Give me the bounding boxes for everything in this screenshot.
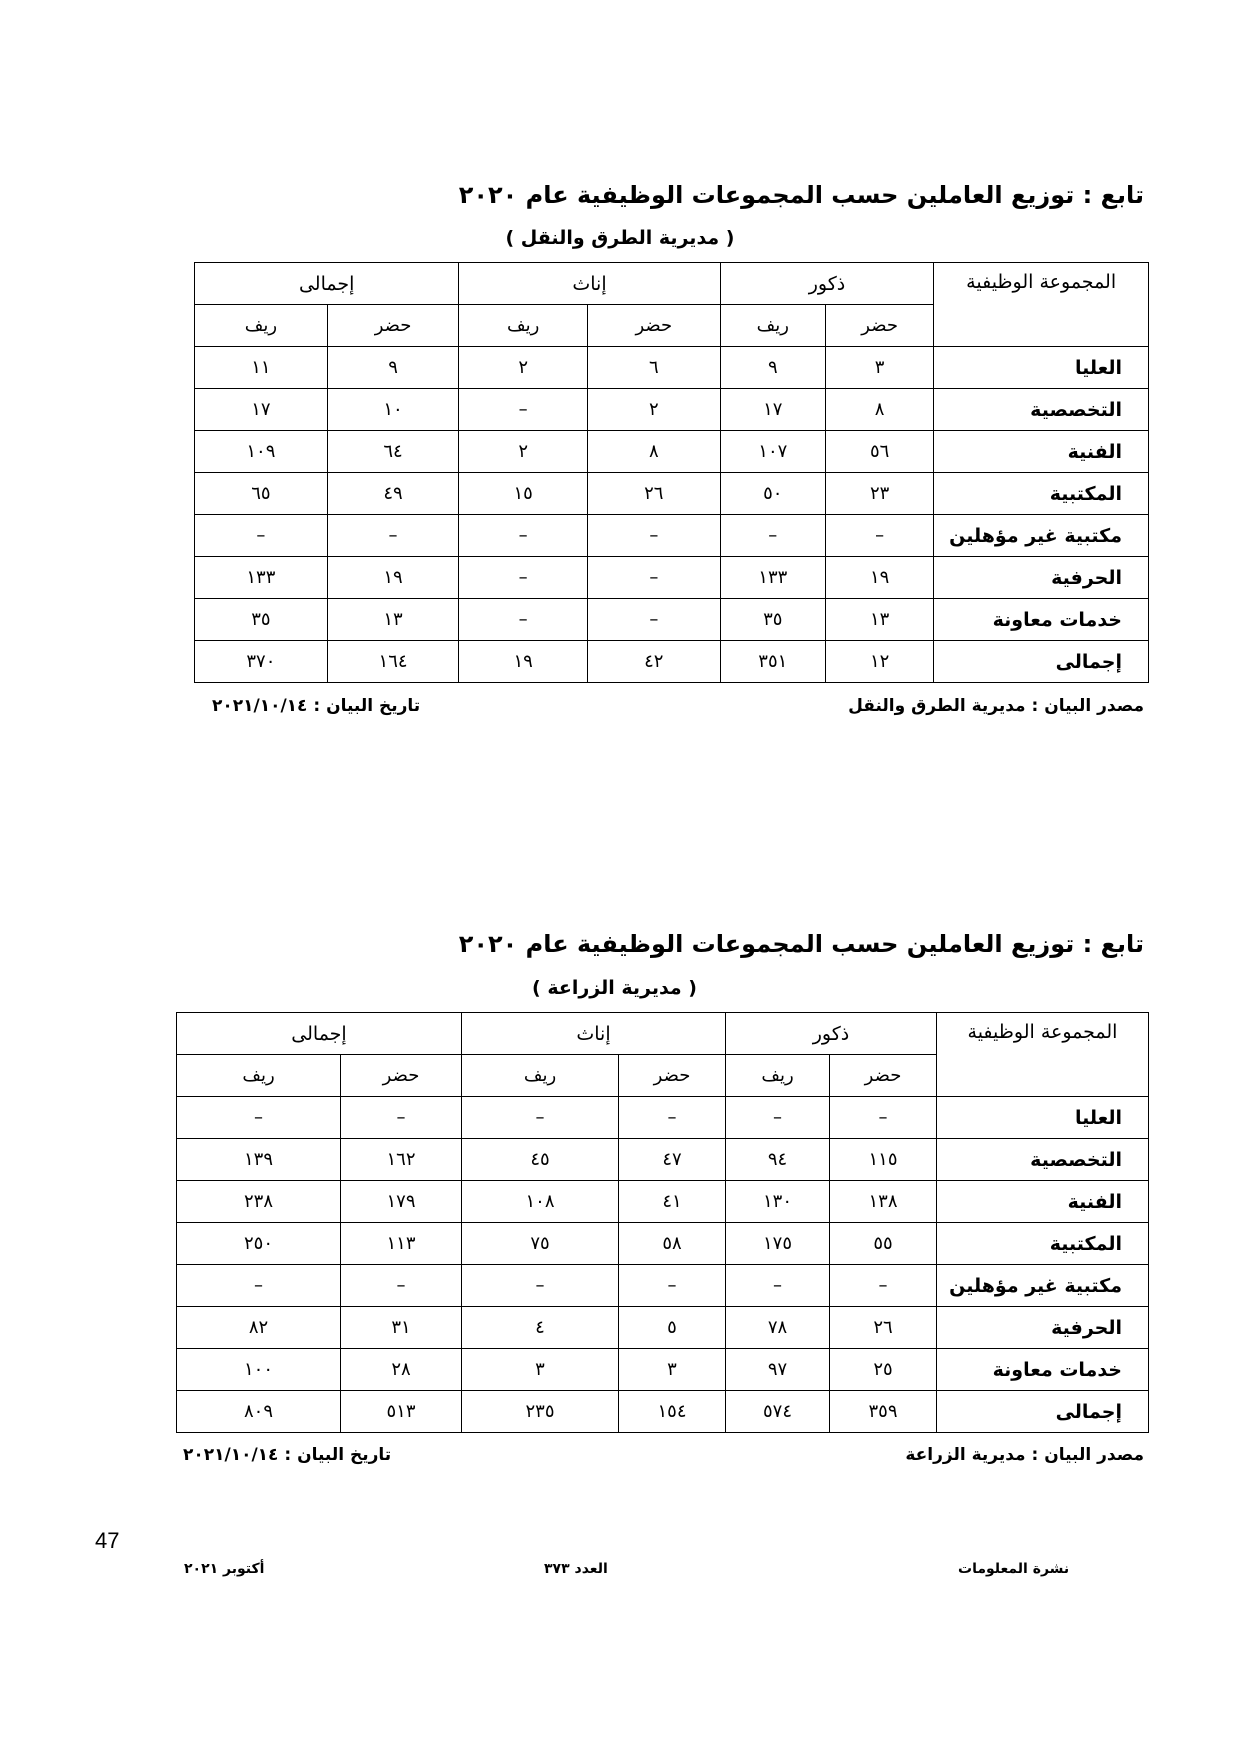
table-cell: ٦٥ <box>195 473 328 515</box>
row-label: الحرفية <box>934 557 1149 599</box>
row-label: الفنية <box>934 431 1149 473</box>
table-cell: ٥٥ <box>830 1223 937 1265</box>
rural-subheader: ريف <box>177 1055 341 1097</box>
table-2-body <box>177 1013 1149 1433</box>
table-cell: – <box>177 1265 341 1307</box>
table-row <box>195 641 1149 683</box>
males-header: ذكور <box>720 263 934 305</box>
table-cell: ١٣٨ <box>830 1181 937 1223</box>
table-cell: ١٧٩ <box>341 1181 462 1223</box>
table-cell: – <box>587 557 720 599</box>
table-cell: – <box>462 1097 619 1139</box>
urban-subheader: حضر <box>619 1055 726 1097</box>
table-cell: – <box>327 515 459 557</box>
rural-subheader: ريف <box>459 305 588 347</box>
table-cell: ٥٦ <box>825 431 933 473</box>
table-cell: – <box>341 1265 462 1307</box>
table-cell: ١٥ <box>459 473 588 515</box>
table-cell: ٢ <box>459 347 588 389</box>
row-label: إجمالى <box>937 1391 1149 1433</box>
table-cell: ٢٦ <box>587 473 720 515</box>
table-1-source: مصدر البيان : مديرية الطرق والنقل <box>848 696 1144 716</box>
rural-subheader: ريف <box>195 305 328 347</box>
table-cell: ١٣٣ <box>195 557 328 599</box>
table-row <box>177 1349 1149 1391</box>
table-cell: – <box>726 1097 830 1139</box>
row-label: المكتبية <box>937 1223 1149 1265</box>
table-row <box>177 1139 1149 1181</box>
row-label: التخصصية <box>937 1139 1149 1181</box>
table-cell: ٣٥٩ <box>830 1391 937 1433</box>
table-row <box>177 1307 1149 1349</box>
table-row <box>177 1391 1149 1433</box>
table-row <box>195 347 1149 389</box>
table-cell: – <box>341 1097 462 1139</box>
footer-date: أكتوبر ٢٠٢١ <box>184 1561 265 1577</box>
urban-subheader: حضر <box>327 305 459 347</box>
row-label: الفنية <box>937 1181 1149 1223</box>
table-cell: ٣٥ <box>195 599 328 641</box>
table-cell: ٣ <box>619 1349 726 1391</box>
table-row <box>195 473 1149 515</box>
footer-publication: نشرة المعلومات <box>958 1561 1070 1577</box>
table-row <box>177 1223 1149 1265</box>
table-cell: ٨ <box>825 389 933 431</box>
table-cell: – <box>720 515 825 557</box>
table-1-title: تابع : توزيع العاملين حسب المجموعات الوظيفية عام ٢٠٢٠ <box>458 181 1144 209</box>
header-row <box>177 1013 1149 1055</box>
table-cell: ٨ <box>587 431 720 473</box>
table-cell: – <box>619 1265 726 1307</box>
table-cell: – <box>195 515 328 557</box>
table-cell: ٧٥ <box>462 1223 619 1265</box>
table-cell: ٥٠ <box>720 473 825 515</box>
header-row <box>195 263 1149 305</box>
table-cell: ١٣٣ <box>720 557 825 599</box>
table-cell: ٢٣٨ <box>177 1181 341 1223</box>
table-cell: ٤ <box>462 1307 619 1349</box>
table-cell: ٨٠٩ <box>177 1391 341 1433</box>
row-label: مكتبية غير مؤهلين <box>934 515 1149 557</box>
table-cell: ٥ <box>619 1307 726 1349</box>
table-cell: ١٧٥ <box>726 1223 830 1265</box>
table-cell: ٧٨ <box>726 1307 830 1349</box>
table-1 <box>194 262 1149 683</box>
urban-subheader: حضر <box>830 1055 937 1097</box>
total-header: إجمالى <box>195 263 459 305</box>
rural-subheader: ريف <box>720 305 825 347</box>
table-cell: ٩٤ <box>726 1139 830 1181</box>
rural-subheader: ريف <box>462 1055 619 1097</box>
table-cell: ١٣٠ <box>726 1181 830 1223</box>
table-cell: ١١٣ <box>341 1223 462 1265</box>
row-label: العليا <box>934 347 1149 389</box>
table-cell: ٣١ <box>341 1307 462 1349</box>
males-header: ذكور <box>726 1013 937 1055</box>
table-cell: ١٧ <box>195 389 328 431</box>
table-cell: ٤٢ <box>587 641 720 683</box>
table-cell: ١٣ <box>825 599 933 641</box>
table-cell: ٥٨ <box>619 1223 726 1265</box>
table-cell: – <box>459 599 588 641</box>
table-cell: ٢٨ <box>341 1349 462 1391</box>
table-cell: ١٩ <box>327 557 459 599</box>
table-cell: ٩ <box>327 347 459 389</box>
page-number: 47 <box>95 1528 120 1553</box>
table-cell: ١٢ <box>825 641 933 683</box>
table-cell: ٢٣ <box>825 473 933 515</box>
table-cell: ٤٩ <box>327 473 459 515</box>
table-cell: ١٣ <box>327 599 459 641</box>
table-cell: ٢ <box>587 389 720 431</box>
table-cell: ١٣٩ <box>177 1139 341 1181</box>
table-cell: ١١ <box>195 347 328 389</box>
table-cell: ٥٧٤ <box>726 1391 830 1433</box>
footer-issue: العدد ٣٧٣ <box>544 1561 608 1577</box>
table-1-subtitle: ( مديرية الطرق والنقل ) <box>505 227 735 249</box>
table-cell: ٣ <box>825 347 933 389</box>
table-cell: ٩ <box>720 347 825 389</box>
table-cell: ١٥٤ <box>619 1391 726 1433</box>
table-row <box>177 1097 1149 1139</box>
table-cell: – <box>830 1097 937 1139</box>
table-1-date: تاريخ البيان : ٢٠٢١/١٠/١٤ <box>212 696 421 716</box>
table-cell: ١٩ <box>459 641 588 683</box>
urban-subheader: حضر <box>341 1055 462 1097</box>
table-row <box>195 431 1149 473</box>
table-cell: ٢٣٥ <box>462 1391 619 1433</box>
table-cell: ٦ <box>587 347 720 389</box>
row-label: التخصصية <box>934 389 1149 431</box>
table-row <box>195 389 1149 431</box>
table-cell: ٤٥ <box>462 1139 619 1181</box>
group-column-header: المجموعة الوظيفية <box>937 1013 1149 1097</box>
table-cell: – <box>825 515 933 557</box>
table-2-date: تاريخ البيان : ٢٠٢١/١٠/١٤ <box>183 1445 392 1465</box>
table-cell: ٢٦ <box>830 1307 937 1349</box>
table-cell: ٣٥ <box>720 599 825 641</box>
table-cell: ١١٥ <box>830 1139 937 1181</box>
table-row <box>195 515 1149 557</box>
table-cell: – <box>459 515 588 557</box>
table-cell: ١٠ <box>327 389 459 431</box>
table-2-subtitle: ( مديرية الزراعة ) <box>532 977 697 999</box>
table-row <box>177 1265 1149 1307</box>
urban-subheader: حضر <box>587 305 720 347</box>
table-cell: ٨٢ <box>177 1307 341 1349</box>
table-cell: ٦٤ <box>327 431 459 473</box>
table-cell: – <box>459 389 588 431</box>
urban-subheader: حضر <box>825 305 933 347</box>
table-cell: ٢٥ <box>830 1349 937 1391</box>
females-header: إناث <box>462 1013 726 1055</box>
table-cell: – <box>830 1265 937 1307</box>
table-cell: ٣٥١ <box>720 641 825 683</box>
females-header: إناث <box>459 263 720 305</box>
row-label: الحرفية <box>937 1307 1149 1349</box>
table-1-body <box>195 263 1149 683</box>
table-cell: ١٠٨ <box>462 1181 619 1223</box>
table-cell: – <box>619 1097 726 1139</box>
table-2-title: تابع : توزيع العاملين حسب المجموعات الوظيفية عام ٢٠٢٠ <box>458 930 1144 958</box>
table-cell: – <box>459 557 588 599</box>
table-cell: ٢ <box>459 431 588 473</box>
table-cell: ١٠٩ <box>195 431 328 473</box>
table-cell: ٤٧ <box>619 1139 726 1181</box>
table-cell: – <box>726 1265 830 1307</box>
table-cell: ١٦٢ <box>341 1139 462 1181</box>
table-row <box>195 557 1149 599</box>
table-cell: – <box>462 1265 619 1307</box>
table-cell: ٢٥٠ <box>177 1223 341 1265</box>
table-cell: ٣٧٠ <box>195 641 328 683</box>
table-cell: – <box>177 1097 341 1139</box>
row-label: العليا <box>937 1097 1149 1139</box>
table-cell: – <box>587 599 720 641</box>
total-header: إجمالى <box>177 1013 462 1055</box>
table-2-source: مصدر البيان : مديرية الزراعة <box>905 1445 1144 1465</box>
group-column-header: المجموعة الوظيفية <box>934 263 1149 347</box>
table-row <box>195 599 1149 641</box>
row-label: خدمات معاونة <box>937 1349 1149 1391</box>
table-cell: ١٠٠ <box>177 1349 341 1391</box>
table-cell: ٣ <box>462 1349 619 1391</box>
table-2 <box>176 1012 1149 1433</box>
row-label: المكتبية <box>934 473 1149 515</box>
table-row <box>177 1181 1149 1223</box>
row-label: إجمالى <box>934 641 1149 683</box>
row-label: مكتبية غير مؤهلين <box>937 1265 1149 1307</box>
table-cell: – <box>587 515 720 557</box>
table-cell: ٥١٣ <box>341 1391 462 1433</box>
table-cell: ٤١ <box>619 1181 726 1223</box>
table-cell: ١٠٧ <box>720 431 825 473</box>
row-label: خدمات معاونة <box>934 599 1149 641</box>
table-cell: ١٧ <box>720 389 825 431</box>
rural-subheader: ريف <box>726 1055 830 1097</box>
table-cell: ١٦٤ <box>327 641 459 683</box>
table-cell: ٩٧ <box>726 1349 830 1391</box>
table-cell: ١٩ <box>825 557 933 599</box>
